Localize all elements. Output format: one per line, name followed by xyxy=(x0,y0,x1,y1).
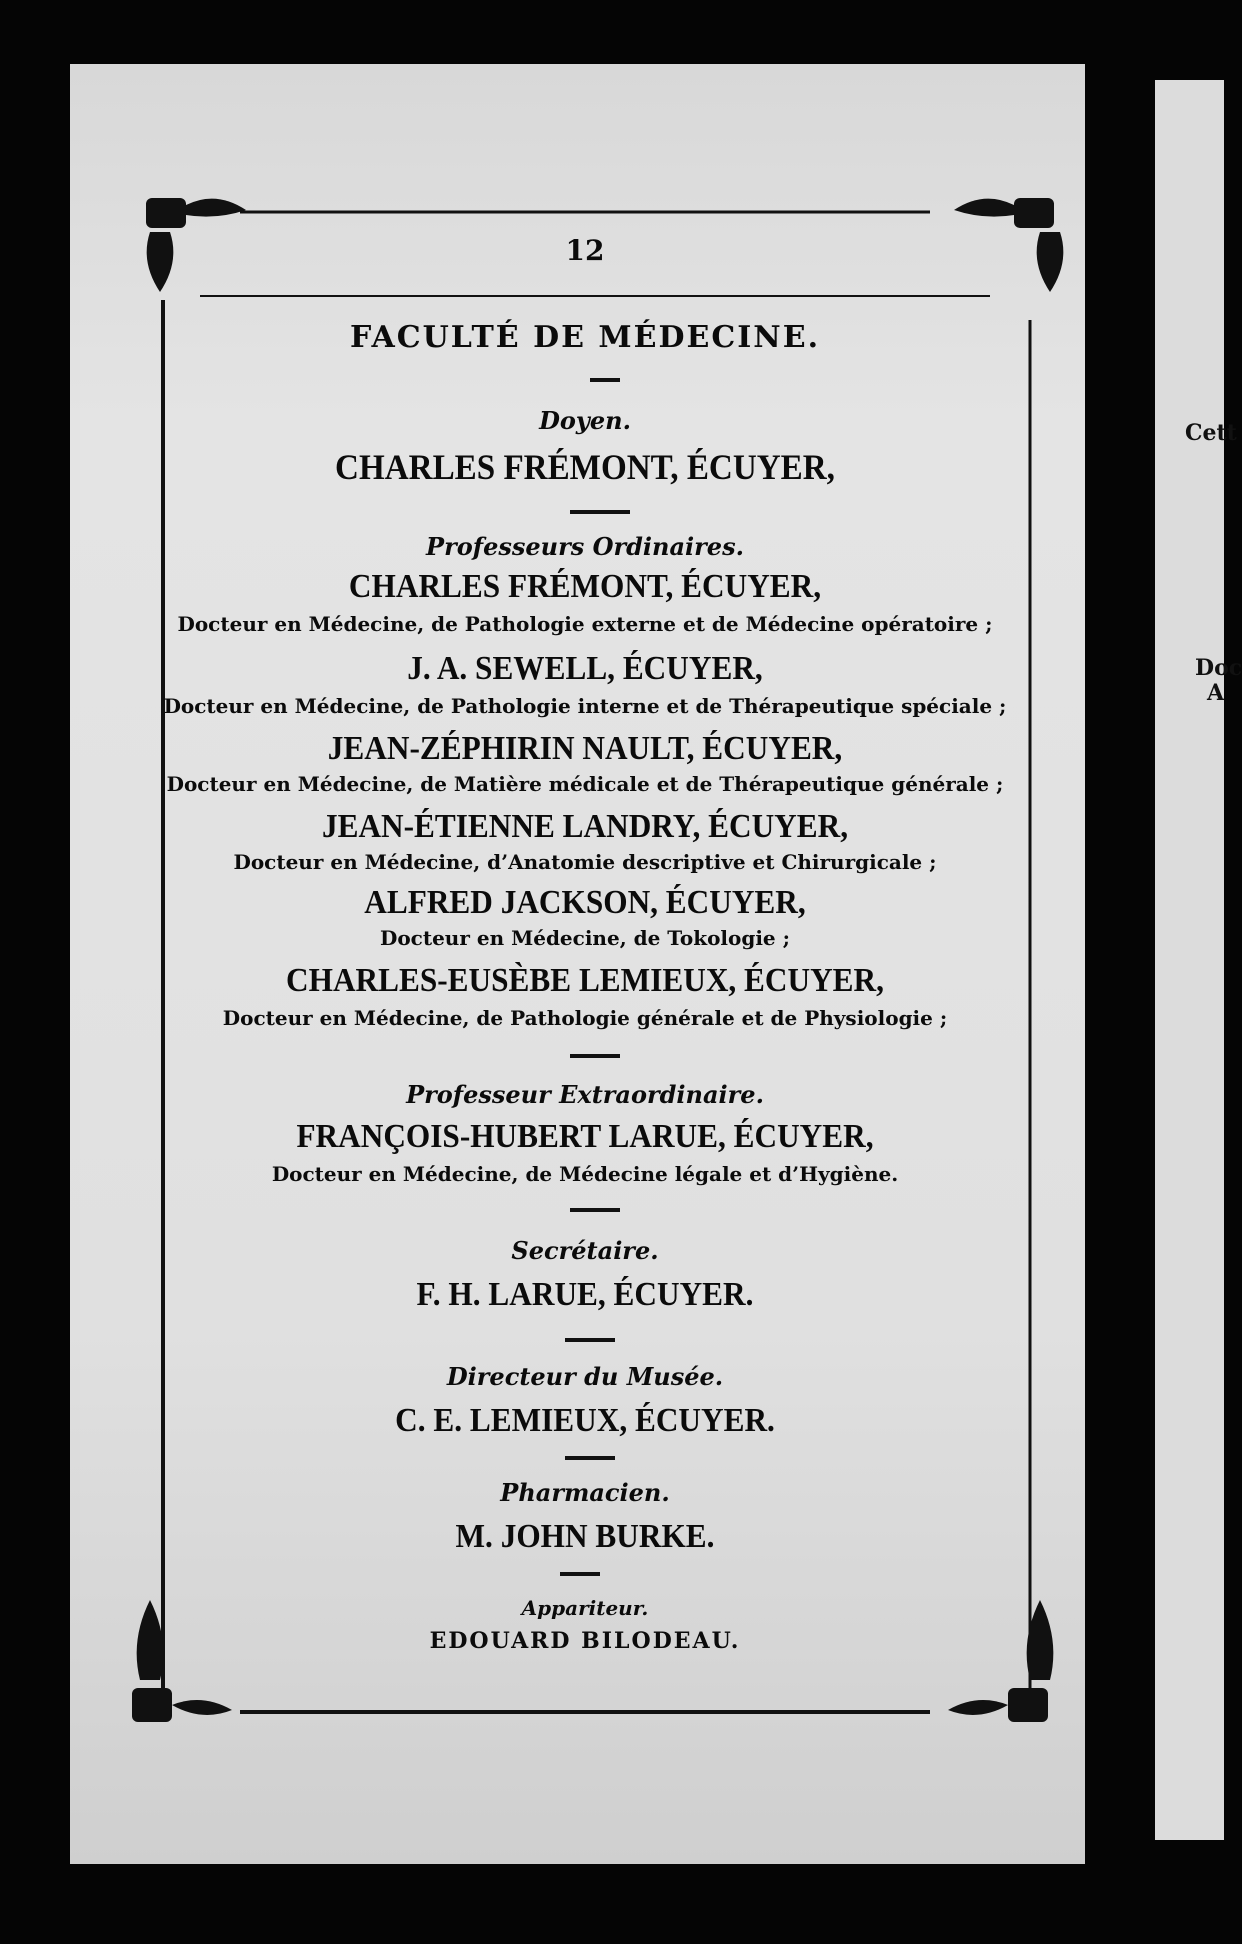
separator xyxy=(565,1338,615,1342)
professor-name: J. A. SEWELL, ÉCUYER, xyxy=(407,650,763,687)
professor-description: Docteur en Médecine, de Médecine légale et d’Hygiène. xyxy=(271,1162,899,1186)
professor-name: CHARLES FRÉMONT, ÉCUYER, xyxy=(348,568,822,605)
professor-description: Docteur en Médecine, de Pathologie interne et de Thérapeutique spéciale ; xyxy=(163,694,1007,718)
professor-name: CHARLES-EUSÈBE LEMIEUX, ÉCUYER, xyxy=(286,962,884,999)
professor-description: Docteur en Médecine, d’Anatomie descriptive et Chirurgicale ; xyxy=(233,850,937,874)
directeur-name: C. E. LEMIEUX, ÉCUYER. xyxy=(395,1402,775,1439)
section-heading-professeurs-ordinaires: Professeurs Ordinaires. xyxy=(426,532,744,561)
separator xyxy=(590,378,620,382)
pharmacien-name: M. JOHN BURKE. xyxy=(455,1518,715,1555)
professor-name: FRANÇOIS-HUBERT LARUE, ÉCUYER, xyxy=(296,1118,874,1155)
separator xyxy=(565,1456,615,1460)
appariteur-name: EDOUARD BILODEAU. xyxy=(429,1628,741,1654)
secretaire-name: F. H. LARUE, ÉCUYER. xyxy=(416,1276,754,1313)
section-heading-secretaire: Secrétaire. xyxy=(511,1236,659,1265)
page-title: FACULTÉ DE MÉDECINE. xyxy=(349,320,821,355)
section-heading-appariteur: Appariteur. xyxy=(521,1596,649,1620)
professor-description: Docteur en Médecine, de Matière médicale et de Thérapeutique générale ; xyxy=(166,772,1004,796)
professor-name: ALFRED JACKSON, ÉCUYER, xyxy=(364,884,806,921)
professor-description: Docteur en Médecine, de Tokologie ; xyxy=(379,926,791,950)
separator xyxy=(570,1054,620,1058)
section-heading-pharmacien: Pharmacien. xyxy=(500,1478,670,1507)
professor-name: JEAN-ÉTIENNE LANDRY, ÉCUYER, xyxy=(321,808,849,845)
separator xyxy=(560,1572,600,1576)
professor-description: Docteur en Médecine, de Pathologie externe et de Médecine opératoire ; xyxy=(177,612,993,636)
adjacent-fragment: Cett xyxy=(1185,420,1237,446)
section-heading-directeur-musee: Directeur du Musée. xyxy=(446,1362,724,1391)
page-number: 12 xyxy=(565,234,605,267)
adjacent-fragment: Doc xyxy=(1195,655,1242,681)
doyen-name: CHARLES FRÉMONT, ÉCUYER, xyxy=(335,447,835,487)
professor-description: Docteur en Médecine, de Pathologie générale et de Physiologie ; xyxy=(222,1006,948,1030)
section-heading-doyen: Doyen. xyxy=(539,406,631,435)
separator xyxy=(570,510,630,514)
professor-name: JEAN-ZÉPHIRIN NAULT, ÉCUYER, xyxy=(327,730,843,767)
adjacent-page-edge xyxy=(1155,80,1242,1840)
section-heading-professeur-extraordinaire: Professeur Extraordinaire. xyxy=(406,1080,764,1109)
separator xyxy=(570,1208,620,1212)
adjacent-fragment: A xyxy=(1207,680,1225,706)
